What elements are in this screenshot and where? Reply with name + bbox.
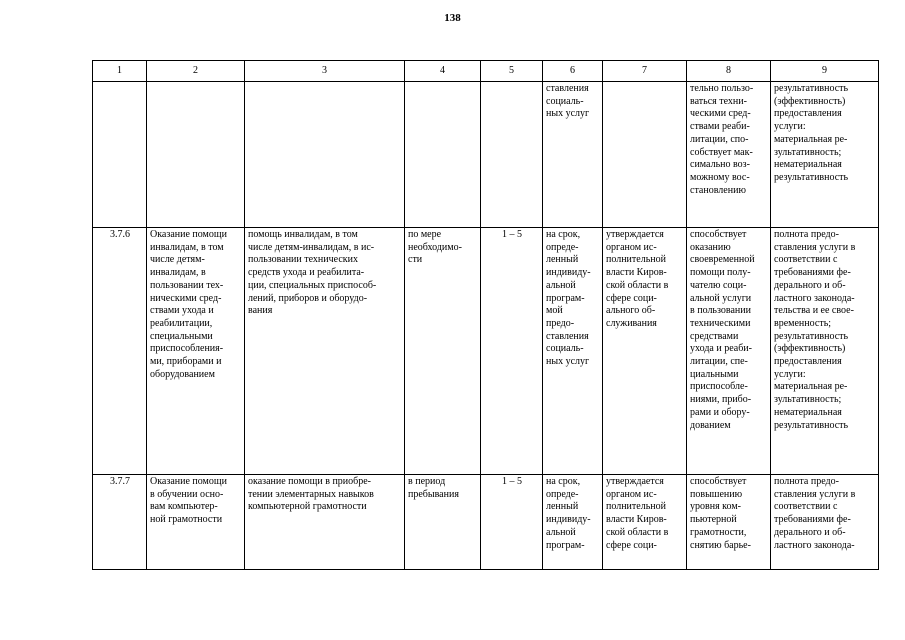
column-header: 4: [405, 61, 481, 82]
services-table: [92, 60, 879, 570]
row-number-cell: 3.7.6: [93, 228, 147, 475]
conditions-cell: способствует оказанию своевременной помощи полу- чателю соци- альной услуги в пользовании техническими средствами ухода и реаби- литации, спе- циальными приспособле- ниями, прибо- рами и обору- дованием: [687, 228, 771, 475]
conditions-cell: тельно пользо- ваться техни- ческими сред- ствами реаби- литации, спо- собствует мак- симально воз- можному вос- становлению: [687, 82, 771, 228]
service-name-cell: Оказание помощи инвалидам, в том числе детям- инвалидам, в пользовании тех- ническими сред- ствами ухода и реабилитации, специальными приспособления- ми, приборами и оборудованием: [147, 228, 245, 475]
quality-indicators-cell: полнота предо- ставления услуги в соответствии с требованиями фе- дерального и об- ластного законода-: [771, 475, 879, 570]
row-number-cell: 3.7.7: [93, 475, 147, 570]
page-number: 138: [444, 12, 461, 24]
table-row: [93, 228, 879, 475]
norms-cell: [603, 82, 687, 228]
table-row: [93, 475, 879, 570]
column-header: 8: [687, 61, 771, 82]
unit-cell: 1 – 5: [481, 228, 543, 475]
service-description-cell: помощь инвалидам, в том числе детям-инвалидам, в ис- пользовании технических средств ухода и реабилита- ции, специальных приспособ- лений, приборов и оборудо- вания: [245, 228, 405, 475]
table-row: [93, 82, 879, 228]
column-number-row: [93, 61, 879, 82]
conditions-cell: способствует повышению уровня ком- пьютерной грамотности, снятию барье-: [687, 475, 771, 570]
service-name-cell: Оказание помощи в обучении осно- вам компьютер- ной грамотности: [147, 475, 245, 570]
quality-indicators-cell: полнота предо- ставления услуги в соответствии с требованиями фе- дерального и об- ластного законода- тельства и ее свое- временность; результативность (эффективность) предоставления услуги: материальная ре- зультативность; нематериальная результативность: [771, 228, 879, 475]
periodicity-cell: [405, 82, 481, 228]
column-header: 5: [481, 61, 543, 82]
column-header: 1: [93, 61, 147, 82]
quality-indicators-cell: результативность (эффективность) предоставления услуги: материальная ре- зультативность; нематериальная результативность: [771, 82, 879, 228]
norms-cell: утверждается органом ис- полнительной власти Киров- ской области в сфере соци-: [603, 475, 687, 570]
column-header: 2: [147, 61, 245, 82]
norms-cell: утверждается органом ис- полнительной власти Киров- ской области в сфере соци- ального об- служивания: [603, 228, 687, 475]
service-description-cell: оказание помощи в приобре- тении элементарных навыков компьютерной грамотности: [245, 475, 405, 570]
unit-cell: 1 – 5: [481, 475, 543, 570]
service-description-cell: [245, 82, 405, 228]
term-cell: ставления социаль- ных услуг: [543, 82, 603, 228]
column-header: 3: [245, 61, 405, 82]
term-cell: на срок, опреде- ленный индивиду- альной програм- мой предо- ставления социаль- ных услуг: [543, 228, 603, 475]
row-number-cell: [93, 82, 147, 228]
column-header: 9: [771, 61, 879, 82]
periodicity-cell: в период пребывания: [405, 475, 481, 570]
unit-cell: [481, 82, 543, 228]
column-header: 6: [543, 61, 603, 82]
column-header: 7: [603, 61, 687, 82]
service-name-cell: [147, 82, 245, 228]
periodicity-cell: по мере необходимо- сти: [405, 228, 481, 475]
term-cell: на срок, опреде- ленный индивиду- альной програм-: [543, 475, 603, 570]
